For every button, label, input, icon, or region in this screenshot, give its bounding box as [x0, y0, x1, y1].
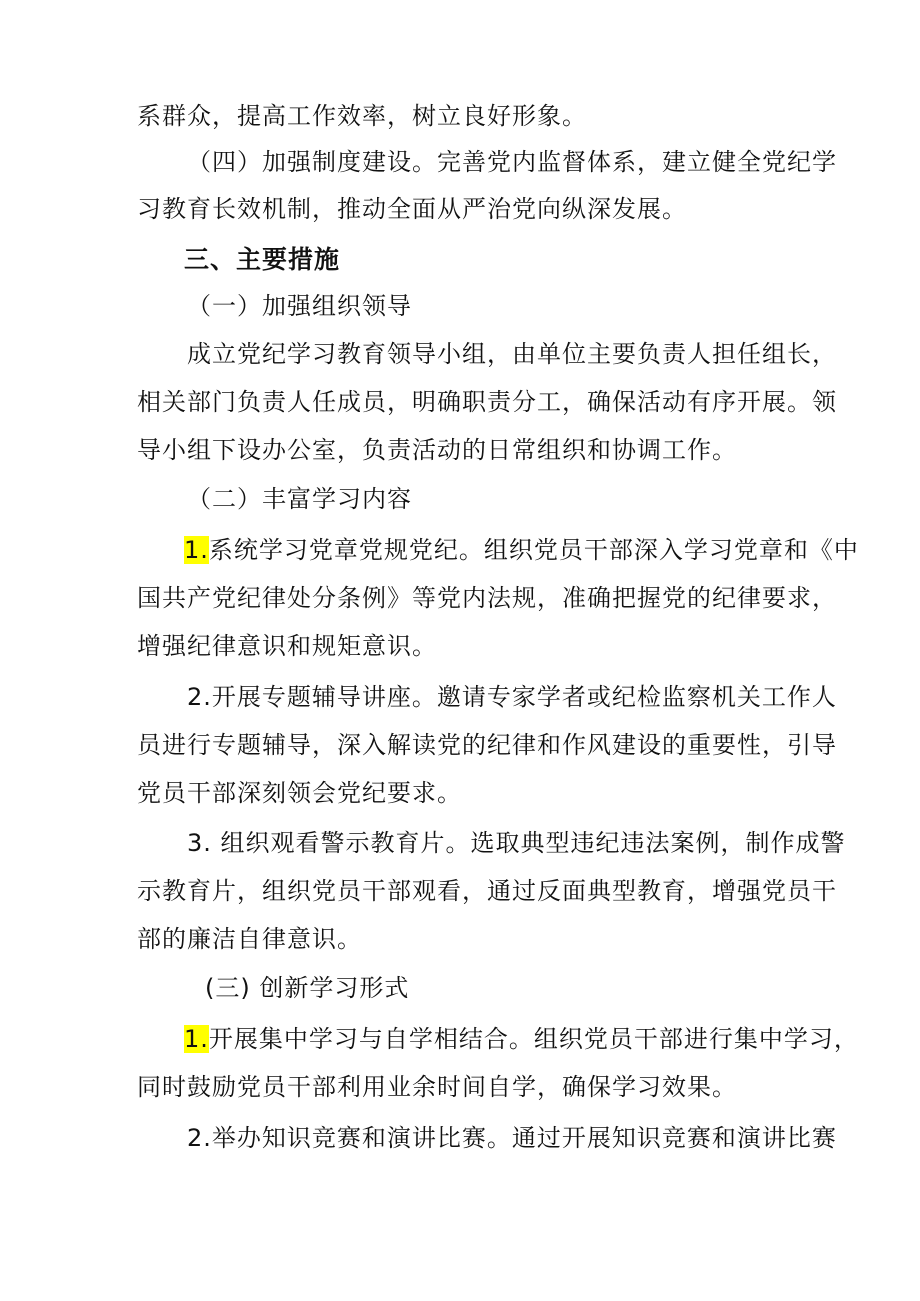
list-item-text: 开展集中学习与自学相结合。组织党员干部进行集中学习，	[208, 1025, 859, 1053]
subsection-heading: (三) 创新学习形式	[205, 974, 410, 1002]
paragraph-line: 同时鼓励党员干部利用业余时间自学，确保学习效果。	[137, 1073, 737, 1101]
subsection-heading: （一）加强组织领导	[187, 292, 412, 320]
paragraph-line: 习教育长效机制，推动全面从严治党向纵深发展。	[137, 195, 687, 223]
paragraph-line: （四）加强制度建设。完善党内监督体系，建立健全党纪学	[187, 148, 837, 176]
paragraph-line: 增强纪律意识和规矩意识。	[137, 632, 437, 660]
list-item-line: 2.开展专题辅导讲座。邀请专家学者或纪检监察机关工作人	[187, 683, 837, 711]
list-item-line: 3. 组织观看警示教育片。选取典型违纪违法案例，制作成警	[187, 829, 846, 857]
paragraph-line: 员进行专题辅导，深入解读党的纪律和作风建设的重要性，引导	[137, 731, 837, 759]
paragraph-line: 部的廉洁自律意识。	[137, 925, 362, 953]
paragraph-line: 导小组下设办公室，负责活动的日常组织和协调工作。	[137, 436, 737, 464]
highlighted-number-marker: 1.	[184, 536, 209, 564]
section-heading: 三、主要措施	[184, 245, 341, 274]
list-item-text: 系统学习党章党规党纪。组织党员干部深入学习党章和《中	[208, 536, 859, 564]
paragraph-line: 示教育片，组织党员干部观看，通过反面典型教育，增强党员干	[137, 877, 837, 905]
list-item-line	[184, 1023, 859, 1055]
highlighted-number-marker: 1.	[184, 1025, 209, 1053]
subsection-heading: （二）丰富学习内容	[187, 485, 412, 513]
list-item-line	[184, 534, 859, 566]
paragraph-line: 党员干部深刻领会党纪要求。	[137, 779, 462, 807]
paragraph-line: 系群众，提高工作效率，树立良好形象。	[137, 102, 587, 130]
paragraph-line: 成立党纪学习教育领导小组，由单位主要负责人担任组长，	[187, 340, 837, 368]
list-item-line: 2.举办知识竞赛和演讲比赛。通过开展知识竞赛和演讲比赛	[187, 1124, 837, 1152]
paragraph-line: 国共产党纪律处分条例》等党内法规，准确把握党的纪律要求，	[137, 584, 837, 612]
paragraph-line: 相关部门负责人任成员，明确职责分工，确保活动有序开展。领	[137, 388, 837, 416]
